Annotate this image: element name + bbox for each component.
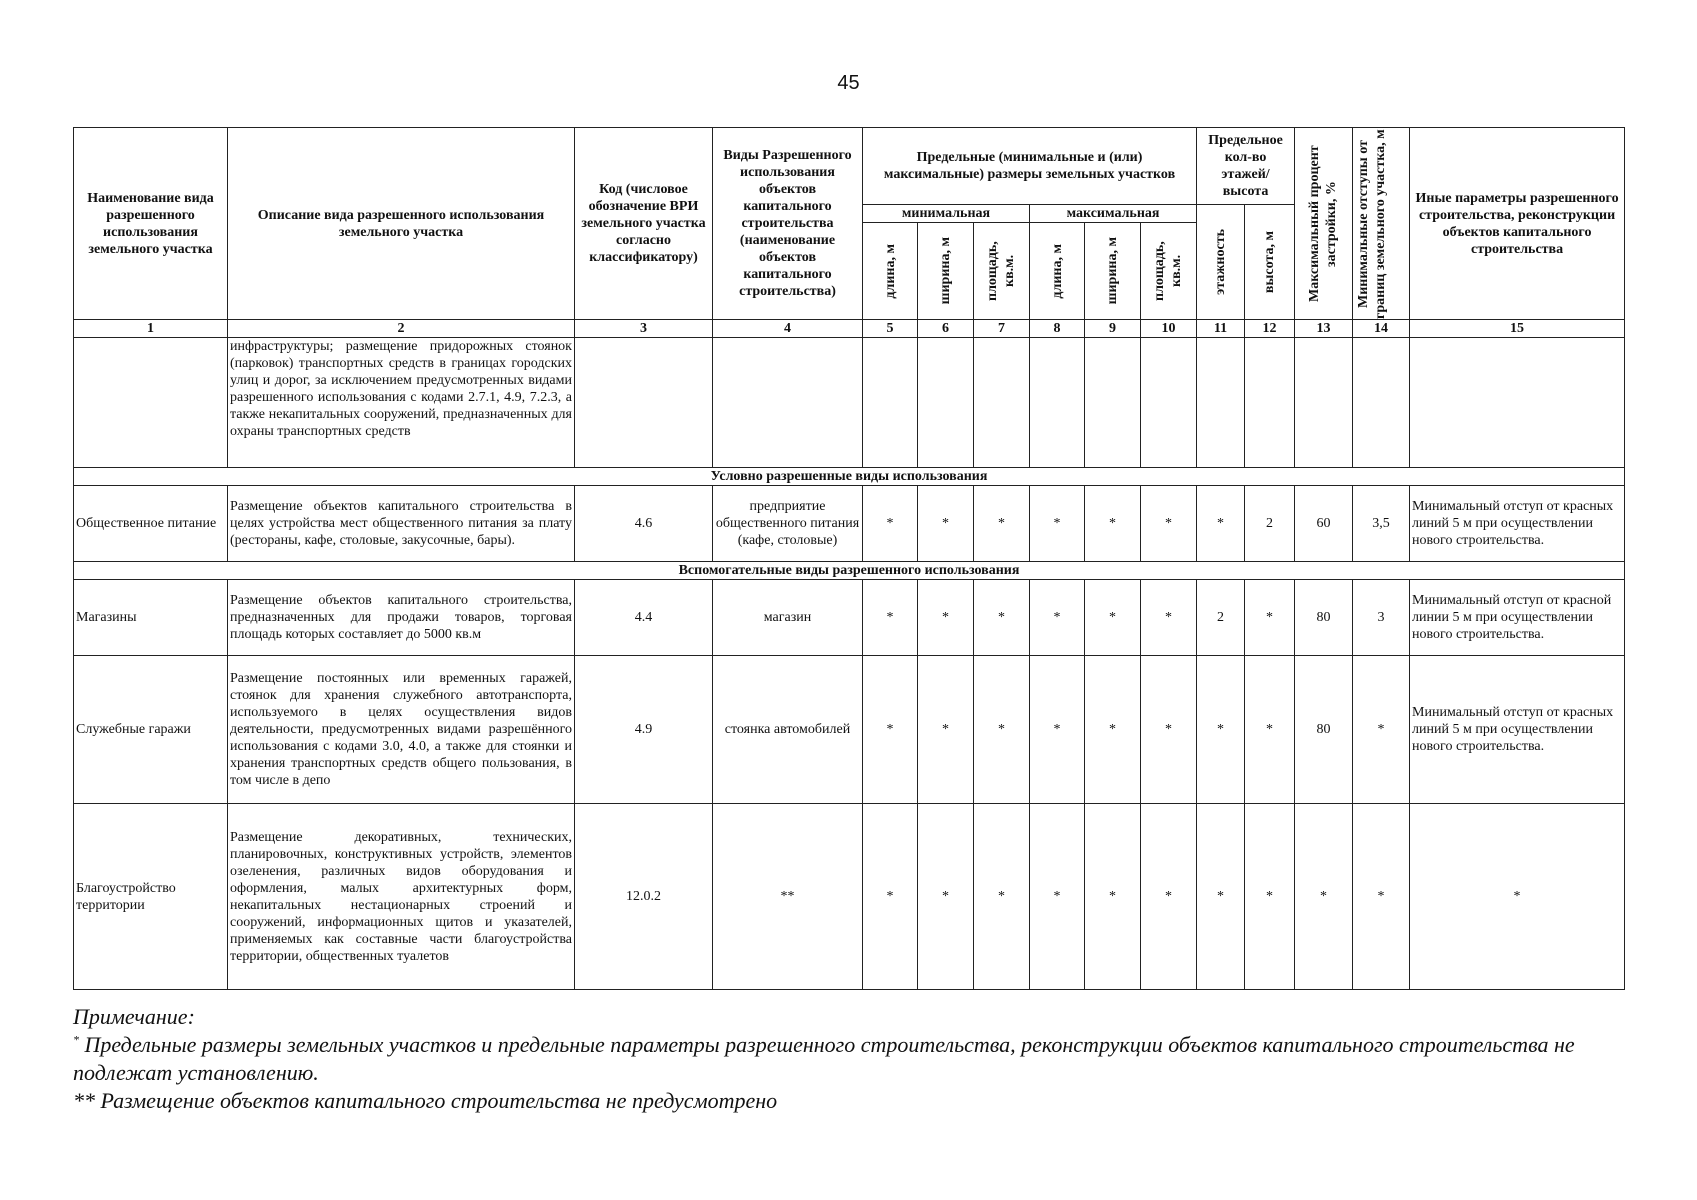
- table-row-garages: [74, 656, 1625, 804]
- cell-description: инфраструктуры; размещение придорожных стоянок (парковок) транспортных средств в границах городских улиц и дорог, за исключением предусмотренных видами разрешенного использования с кодами 2.7.1, 4.9, 7.2.3, а также некапитальных сооружений, предназначенных для охраны транспортных средств: [228, 338, 575, 468]
- header-max-width: ширина, м: [1105, 237, 1120, 305]
- header-other-params: Иные параметры разрешенного строительства, реконструкции объектов капитального строительства: [1410, 128, 1625, 320]
- cell-other-params: *: [1410, 804, 1625, 990]
- cell-max-percent: 80: [1295, 656, 1353, 804]
- header-object-types: Виды Разрешенного использования объектов капитального строительства (наименование объектов капитального строительства): [713, 128, 863, 320]
- cell-object: **: [713, 804, 863, 990]
- cell-empty: [1030, 338, 1085, 468]
- table-row-shops: [74, 580, 1625, 656]
- cell-max-length: *: [1030, 486, 1085, 562]
- header-max-percent: Максимальный процент застройки, %: [1306, 145, 1339, 302]
- column-number: 1: [74, 320, 228, 338]
- note-1: [73, 1031, 1633, 1087]
- cell-min-area: *: [974, 486, 1030, 562]
- cell-other-params: Минимальный отступ от красных линий 5 м при осуществлении нового строительства.: [1410, 656, 1625, 804]
- cell-max-length: *: [1030, 580, 1085, 656]
- cell-max-width: *: [1085, 580, 1141, 656]
- cell-floors: *: [1197, 486, 1245, 562]
- section-conditional-row: [74, 468, 1625, 486]
- header-min-length-cell: [863, 223, 918, 320]
- header-min-width-cell: [918, 223, 974, 320]
- cell-max-area: *: [1141, 804, 1197, 990]
- cell-empty: [863, 338, 918, 468]
- cell-max-area: *: [1141, 656, 1197, 804]
- header-floors: этажность: [1213, 229, 1229, 295]
- cell-height: 2: [1245, 486, 1295, 562]
- column-number: 11: [1197, 320, 1245, 338]
- column-number: 7: [974, 320, 1030, 338]
- cell-object: магазин: [713, 580, 863, 656]
- cell-empty: [1295, 338, 1353, 468]
- cell-min-length: *: [863, 656, 918, 804]
- header-height-cell: [1245, 205, 1295, 320]
- column-number: 14: [1353, 320, 1410, 338]
- cell-empty: [1085, 338, 1141, 468]
- cell-min-setback: 3,5: [1353, 486, 1410, 562]
- header-minimum: минимальная: [863, 205, 1030, 223]
- cell-min-width: *: [918, 656, 974, 804]
- cell-min-setback: 3: [1353, 580, 1410, 656]
- cell-empty: [713, 338, 863, 468]
- cell-empty: [974, 338, 1030, 468]
- header-row-1: [74, 128, 1625, 205]
- cell-max-width: *: [1085, 804, 1141, 990]
- cell-min-width: *: [918, 804, 974, 990]
- column-number: 9: [1085, 320, 1141, 338]
- note-1-marker: *: [73, 1032, 79, 1047]
- cell-min-setback: *: [1353, 656, 1410, 804]
- header-min-setback-cell: [1353, 128, 1410, 320]
- header-min-area: площадь, кв.м.: [984, 241, 1017, 301]
- cell-use-name: Магазины: [74, 580, 228, 656]
- header-plot-sizes: Предельные (минимальные и (или) максимальные) размеры земельных участков: [863, 128, 1197, 205]
- cell-max-percent: *: [1295, 804, 1353, 990]
- header-use-name: Наименование вида разрешенного использования земельного участка: [74, 128, 228, 320]
- header-height: высота, м: [1262, 230, 1278, 294]
- cell-empty: [1245, 338, 1295, 468]
- table-row-landscaping: [74, 804, 1625, 990]
- header-min-area-cell: [974, 223, 1030, 320]
- column-number: 5: [863, 320, 918, 338]
- section-heading: Условно разрешенные виды использования: [74, 468, 1625, 486]
- cell-empty: [918, 338, 974, 468]
- cell-min-length: *: [863, 804, 918, 990]
- header-min-width: ширина, м: [938, 237, 953, 305]
- header-code: Код (числовое обозначение ВРИ земельного участка согласно классификатору): [575, 128, 713, 320]
- header-floors-cell: [1197, 205, 1245, 320]
- header-max-area: площадь, кв.м.: [1151, 241, 1184, 301]
- cell-empty: [1197, 338, 1245, 468]
- cell-min-area: *: [974, 656, 1030, 804]
- note-2: ** Размещение объектов капитального строительства не предусмотрено: [73, 1088, 778, 1113]
- header-max-area-cell: [1141, 223, 1197, 320]
- header-min-length: длина, м: [882, 243, 898, 299]
- cell-object: предприятие общественного питания (кафе, столовые): [713, 486, 863, 562]
- table-row-continuation: [74, 338, 1625, 468]
- cell-max-area: *: [1141, 580, 1197, 656]
- cell-description: Размещение постоянных или временных гаражей, стоянок для хранения служебного автотранспорта, используемого в целях осуществления видов деятельности, предусмотренных видами разрешённого использования с кодами 3.0, 4.0, а также для стоянки и хранения транспортных средств общего пользования, в том числе в депо: [228, 656, 575, 804]
- cell-use-name: Благоустройство территории: [74, 804, 228, 990]
- cell-max-width: *: [1085, 656, 1141, 804]
- land-use-table: [73, 127, 1625, 990]
- cell-code: 4.6: [575, 486, 713, 562]
- column-number: 13: [1295, 320, 1353, 338]
- cell-min-length: *: [863, 486, 918, 562]
- cell-code: 12.0.2: [575, 804, 713, 990]
- cell-floors: 2: [1197, 580, 1245, 656]
- column-number: 3: [575, 320, 713, 338]
- header-max-length-cell: [1030, 223, 1085, 320]
- cell-min-width: *: [918, 580, 974, 656]
- cell-floors: *: [1197, 804, 1245, 990]
- cell-description: Размещение декоративных, технических, планировочных, конструктивных устройств, элементов озеленения, различных видов оборудования и оформления, малых архитектурных форм, некапитальных нестационарных строений и сооружений, информационных щитов и указателей, применяемых как составные части благоустройства территории, общественных туалетов: [228, 804, 575, 990]
- cell-max-length: *: [1030, 656, 1085, 804]
- column-numbers-row: [74, 320, 1625, 338]
- cell-empty: [74, 338, 228, 468]
- cell-empty: [1353, 338, 1410, 468]
- cell-min-width: *: [918, 486, 974, 562]
- column-number: 10: [1141, 320, 1197, 338]
- cell-min-length: *: [863, 580, 918, 656]
- column-number: 8: [1030, 320, 1085, 338]
- header-maximum: максимальная: [1030, 205, 1197, 223]
- cell-height: *: [1245, 804, 1295, 990]
- cell-min-area: *: [974, 804, 1030, 990]
- cell-empty: [575, 338, 713, 468]
- column-number: 15: [1410, 320, 1625, 338]
- cell-max-percent: 60: [1295, 486, 1353, 562]
- notes-block: [73, 1003, 1633, 1115]
- cell-height: *: [1245, 656, 1295, 804]
- cell-description: Размещение объектов капитального строительства в целях устройства мест общественного питания за плату (рестораны, кафе, столовые, закусочные, бары).: [228, 486, 575, 562]
- cell-other-params: Минимальный отступ от красных линий 5 м при осуществлении нового строительства.: [1410, 486, 1625, 562]
- cell-height: *: [1245, 580, 1295, 656]
- cell-code: 4.9: [575, 656, 713, 804]
- table-row-catering: [74, 486, 1625, 562]
- cell-max-area: *: [1141, 486, 1197, 562]
- cell-min-area: *: [974, 580, 1030, 656]
- header-max-percent-cell: [1295, 128, 1353, 320]
- notes-title: Примечание:: [73, 1004, 195, 1029]
- cell-other-params: Минимальный отступ от красной линии 5 м при осуществлении нового строительства.: [1410, 580, 1625, 656]
- cell-min-setback: *: [1353, 804, 1410, 990]
- cell-max-length: *: [1030, 804, 1085, 990]
- header-floors-group: Предельное кол-во этажей/ высота: [1197, 128, 1295, 205]
- header-max-width-cell: [1085, 223, 1141, 320]
- cell-max-percent: 80: [1295, 580, 1353, 656]
- cell-use-name: Служебные гаражи: [74, 656, 228, 804]
- page-number: 45: [837, 72, 860, 94]
- column-number: 6: [918, 320, 974, 338]
- column-number: 2: [228, 320, 575, 338]
- header-min-setback: Минимальные отступы от границ земельного участка, м: [1356, 128, 1389, 319]
- cell-floors: *: [1197, 656, 1245, 804]
- cell-empty: [1410, 338, 1625, 468]
- header-max-length: длина, м: [1049, 243, 1065, 299]
- cell-empty: [1141, 338, 1197, 468]
- cell-max-width: *: [1085, 486, 1141, 562]
- section-auxiliary-row: [74, 562, 1625, 580]
- cell-description: Размещение объектов капитального строительства, предназначенных для продажи товаров, торговая площадь которых составляет до 5000 кв.м: [228, 580, 575, 656]
- column-number: 12: [1245, 320, 1295, 338]
- column-number: 4: [713, 320, 863, 338]
- cell-code: 4.4: [575, 580, 713, 656]
- cell-use-name: Общественное питание: [74, 486, 228, 562]
- header-description: Описание вида разрешенного использования земельного участка: [228, 128, 575, 320]
- cell-object: стоянка автомобилей: [713, 656, 863, 804]
- section-heading: Вспомогательные виды разрешенного использования: [74, 562, 1625, 580]
- note-1-text: Предельные размеры земельных участков и предельные параметры разрешенного строительства, реконструкции объектов капитального строительства не подлежат установлению.: [73, 1032, 1575, 1085]
